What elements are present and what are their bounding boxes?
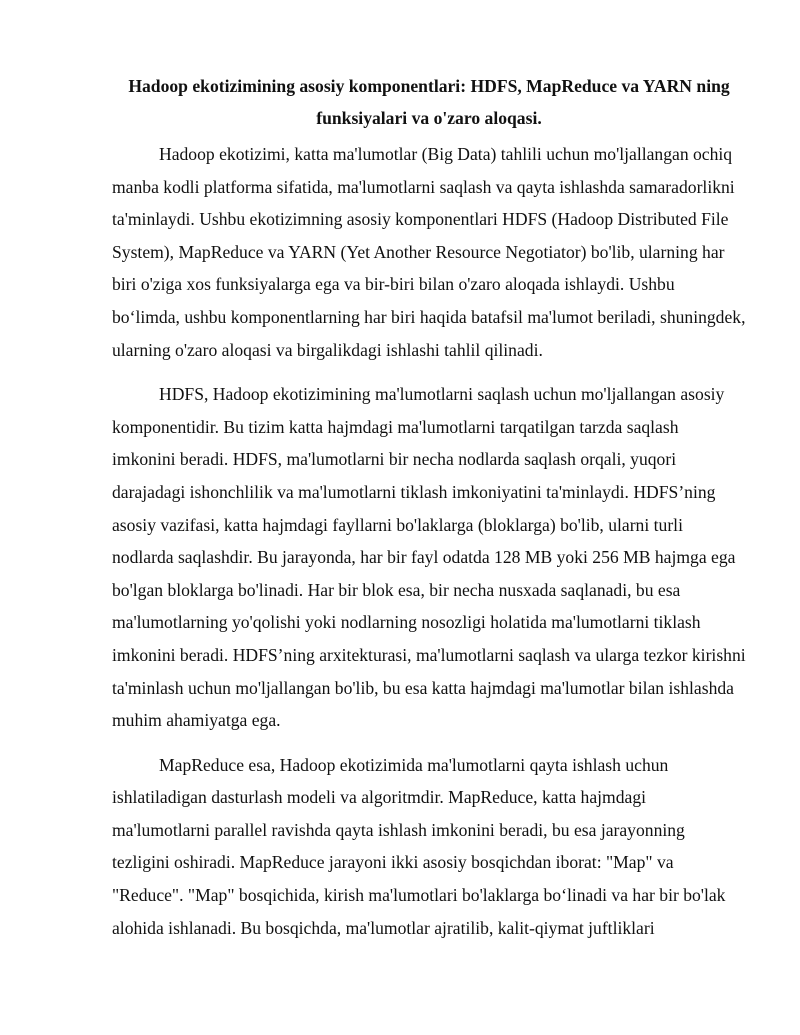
document-body [112, 70, 746, 956]
paragraph-intro: Hadoop ekotizimi, katta ma'lumotlar (Big Data) tahlili uchun mo'ljallangan ochiq manba kodli platforma sifatida, ma'lumotlarni saqlash va qayta ishlashda samaradorlikni ta'minlaydi. Ushbu ekotizimning asosiy komponentlari HDFS (Hadoop Distributed File System), MapReduce va YARN (Yet Another Resource Negotiator) bo'lib, ularning har biri o'ziga xos funksiyalarga ega va bir-biri bilan o'zaro aloqada ishlaydi. Ushbu bo‘limda, ushbu komponentlarning har biri haqida batafsil ma'lumot beriladi, shuningdek, ularning o'zaro aloqasi va birgalikdagi ishlashi tahlil qilinadi. [112, 144, 746, 360]
paragraph-mapreduce: MapReduce esa, Hadoop ekotizimida ma'lumotlarni qayta ishlash uchun ishlatiladigan dasturlash modeli va algoritmdir. MapReduce, katta hajmdagi ma'lumotlarni parallel ravishda qayta ishlash imkonini beradi, bu esa jarayonning tezligini oshiradi. MapReduce jarayoni ikki asosiy bosqichdan iborat: "Map" va "Reduce". "Map" bosqichida, kirish ma'lumotlari bo'laklarga bo‘linadi va har bir bo'lak alohida ishlanadi. Bu bosqichda, ma'lumotlar ajratilib, kalit-qiymat juftliklari [112, 754, 726, 938]
paragraph-hdfs: HDFS, Hadoop ekotizimining ma'lumotlarni saqlash uchun mo'ljallangan asosiy komponentidir. Bu tizim katta hajmdagi ma'lumotlarni tarqatilgan tarzda saqlash imkonini beradi. HDFS, ma'lumotlarni bir necha nodlarda saqlash orqali, yuqori darajadagi ishonchlilik va ma'lumotlarni tiklash imkoniyatini ta'minlaydi. HDFS’ning asosiy vazifasi, katta hajmdagi fayllarni bo'laklarga (bloklarga) bo'lib, ularni turli nodlarda saqlashdir. Bu jarayonda, har bir fayl odatda 128 MB yoki 256 MB hajmga ega bo'lgan bloklarga bo'linadi. Har bir blok esa, bir necha nusxada saqlanadi, bu esa ma'lumotlarning yo'qolishi yoki nodlarning nosozligi holatida ma'lumotlarni tiklash imkonini beradi. HDFS’ning arxitekturasi, ma'lumotlarni saqlash va ularga tezkor kirishni ta'minlash uchun mo'ljallangan bo'lib, bu esa katta hajmdagi ma'lumotlar bilan ishlashda muhim ahamiyatga ega. [112, 384, 746, 731]
document-title: Hadoop ekotizimining asosiy komponentlari: HDFS, MapReduce va YARN ning funksiyalari va o'zaro aloqasi. [128, 76, 730, 128]
